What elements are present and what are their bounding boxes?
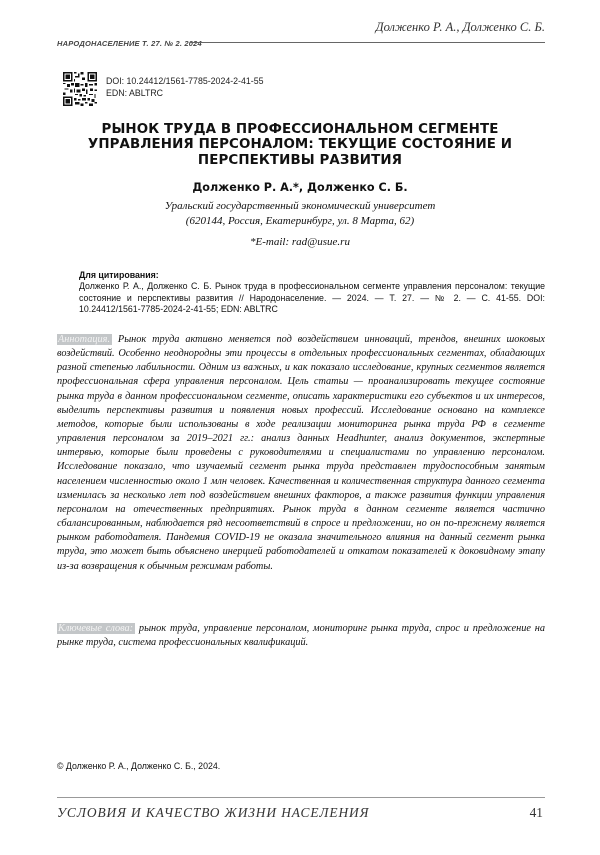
keywords-text: рынок труда, управление персоналом, мониторинг рынка труда, спрос и предложение на рынке труда, система профессиональных квалификаций.	[57, 623, 545, 649]
affiliation-institution: Уральский государственный экономический университет	[164, 200, 436, 212]
copyright: © Долженко Р. А., Долженко С. Б., 2024.	[57, 761, 221, 771]
page-number: 41	[529, 805, 543, 820]
citation-heading: Для цитирования:	[79, 270, 159, 280]
article-authors: Долженко Р. А.*, Долженко С. Б.	[192, 181, 408, 194]
corresponding-email: *E-mail: rad@usue.ru	[250, 236, 350, 248]
abstract-text: Рынок труда активно меняется под воздействием инноваций, трендов, внешних шоковых воздействий. Особенно неоднородны эти процессы в отдельных профессиональных сегментах, обладающих разной степенью лабильности. Одним из важных, и как показало исследование, крупных сегментов является профессиональная сфера управления персоналом. Цель статьи — проанализировать текущее состояние рынка труда в данном профессиональном сегменте, описать характеристики его субъектов и их интересов, выделить перспективы развития и появления новых профессий. Исследование основано на комплексе методов, которые были использованы в ходе реализации мониторинга рынка труда РФ в сегменте управления персоналом за 2019–2021 гг.: анализ данных Headhunter, анализ документов, экспертные интервью, которые были проведены с руководителями и специалистами по управлению персоналом. Исследование показало, что изучаемый сегмент рынка труда представлен трудоспособным занятым населением численностью около 1 млн человек. Качественная и количественная структура данного сегмента изменилась за несколько лет под воздействием внешних факторов, а также развития функции управления персоналом на отечественных предприятиях. Рынок труда в данном сегменте является частично сбалансированным, наблюдается ряд несоответствий в спросе и предложении, но он по-прежнему является рынком работодателя. Пандемия COVID-19 не оказала значительного влияния на данный сегмент рынка труда, это может быть объяснено инерцией работодателей и откатом показателей к доковидному этапу из-за возвращения к обычным режимам работы.	[57, 334, 545, 572]
affiliation	[60, 199, 540, 228]
abstract	[57, 333, 545, 574]
running-head-authors: Долженко Р. А., Долженко С. Б.	[375, 20, 545, 34]
citation-text: Долженко Р. А., Долженко С. Б. Рынок труда в профессиональном сегменте управления персоналом: текущие состояние и перспективы развития // Народонаселение. — 2024. — Т. 27. — № 2. — С. 41-55. DOI: 10.24412/1561-7785-2024-2-41-55; EDN: ABLTRC	[79, 281, 545, 315]
article-identifiers	[106, 76, 263, 99]
article-title: РЫНОК ТРУДА В ПРОФЕССИОНАЛЬНОМ СЕГМЕНТЕ УПРАВЛЕНИЯ ПЕРСОНАЛОМ: ТЕКУЩИЕ СОСТОЯНИЕ И ПЕРСПЕКТИВЫ РАЗВИТИЯ	[87, 122, 513, 168]
affiliation-address: (620144, Россия, Екатеринбург, ул. 8 Марта, 62)	[185, 214, 415, 227]
edn: EDN: ABLTRC	[106, 87, 164, 98]
header-rule	[190, 42, 545, 43]
keywords-label: Ключевые слова:	[58, 623, 134, 634]
keywords	[57, 622, 545, 650]
footer-rule	[57, 797, 545, 798]
abstract-label: Аннотация.	[58, 334, 111, 345]
qr-code-icon	[63, 72, 97, 106]
doi: DOI: 10.24412/1561-7785-2024-2-41-55	[106, 76, 264, 86]
footer-section-title: УСЛОВИЯ И КАЧЕСТВО ЖИЗНИ НАСЕЛЕНИЯ	[57, 805, 370, 820]
running-head-journal: НАРОДОНАСЕЛЕНИЕ Т. 27. № 2. 2024	[57, 39, 202, 48]
